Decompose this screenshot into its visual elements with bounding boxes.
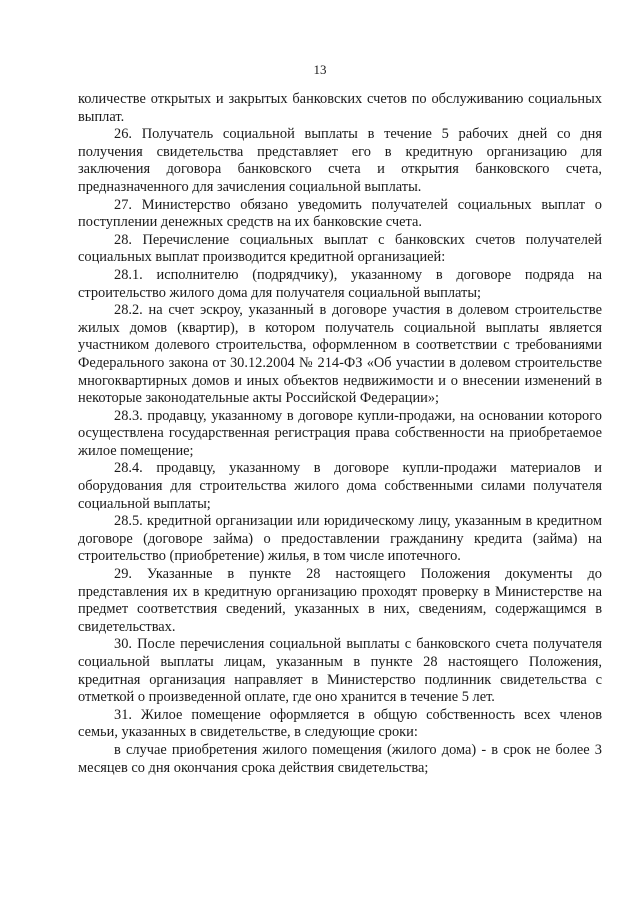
- page-number: 13: [313, 62, 327, 77]
- paragraph-31: 31. Жилое помещение оформляется в общую собственность всех членов семьи, указанных в свидетельстве, в следующие сроки:: [78, 706, 602, 741]
- document-body: [78, 91, 602, 777]
- paragraph-27: 27. Министерство обязано уведомить получателей социальных выплат о поступлении денежных средств на их банковские счета.: [78, 196, 602, 231]
- paragraph-30: 30. После перечисления социальной выплаты с банковского счета получателя социальной выплаты лицам, указанным в пункте 28 настоящего Положения, кредитная организация направляет в Министерство подлинник свидетельства с отметкой о произведенной оплате, где оно хранится в течение 5 лет.: [78, 636, 602, 706]
- paragraph-28-3: 28.3. продавцу, указанному в договоре купли-продажи, на основании которого осуществлена государственная регистрация права собственности на приобретаемое жилое помещение;: [78, 407, 602, 459]
- paragraph-28-5: 28.5. кредитной организации или юридическому лицу, указанным в кредитном договоре (договоре займа) о предоставлении гражданину кредита (займа) на строительство (приобретение) жилья, в том числе ипотечного.: [78, 513, 602, 565]
- paragraph-26: 26. Получатель социальной выплаты в течение 5 рабочих дней со дня получения свидетельства представляет его в кредитную организацию для заключения договора банковского счета и открытия банковского счета, предназначенного для зачисления социальной выплаты.: [78, 126, 602, 195]
- paragraph-29: 29. Указанные в пункте 28 настоящего Положения документы до представления их в кредитную организацию проходят проверку в Министерстве на предмет соответствия сведений, указанных в них, сведениям, содержащимся в свидетельствах.: [78, 566, 602, 635]
- paragraph-28-2: 28.2. на счет эскроу, указанный в договоре участия в долевом строительстве жилых домов (квартир), в котором получатель социальной выплаты является участником долевого строительства, оформленном в соответствии с требованиями Федерального закона от 30.12.2004 № 214-ФЗ «Об участии в долевом строительстве многоквартирных домов и иных объектов недвижимости и о внесении изменений в некоторые законодательные акты Российской Федерации»;: [78, 302, 602, 407]
- paragraph-28-1: 28.1. исполнителю (подрядчику), указанному в договоре подряда на строительство жилого дома для получателя социальной выплаты;: [78, 266, 602, 301]
- paragraph-28: 28. Перечисление социальных выплат с банковских счетов получателей социальных выплат производится кредитной организацией:: [78, 231, 602, 266]
- paragraph-28-4: 28.4. продавцу, указанному в договоре купли-продажи материалов и оборудования для строительства жилого дома собственными силами получателя социальной выплаты;: [78, 460, 602, 512]
- paragraph-31-item: в случае приобретения жилого помещения (жилого дома) - в срок не более 3 месяцев со дня окончания срока действия свидетельства;: [78, 741, 602, 776]
- paragraph-continuation: количестве открытых и закрытых банковских счетов по обслуживанию социальных выплат.: [78, 91, 602, 125]
